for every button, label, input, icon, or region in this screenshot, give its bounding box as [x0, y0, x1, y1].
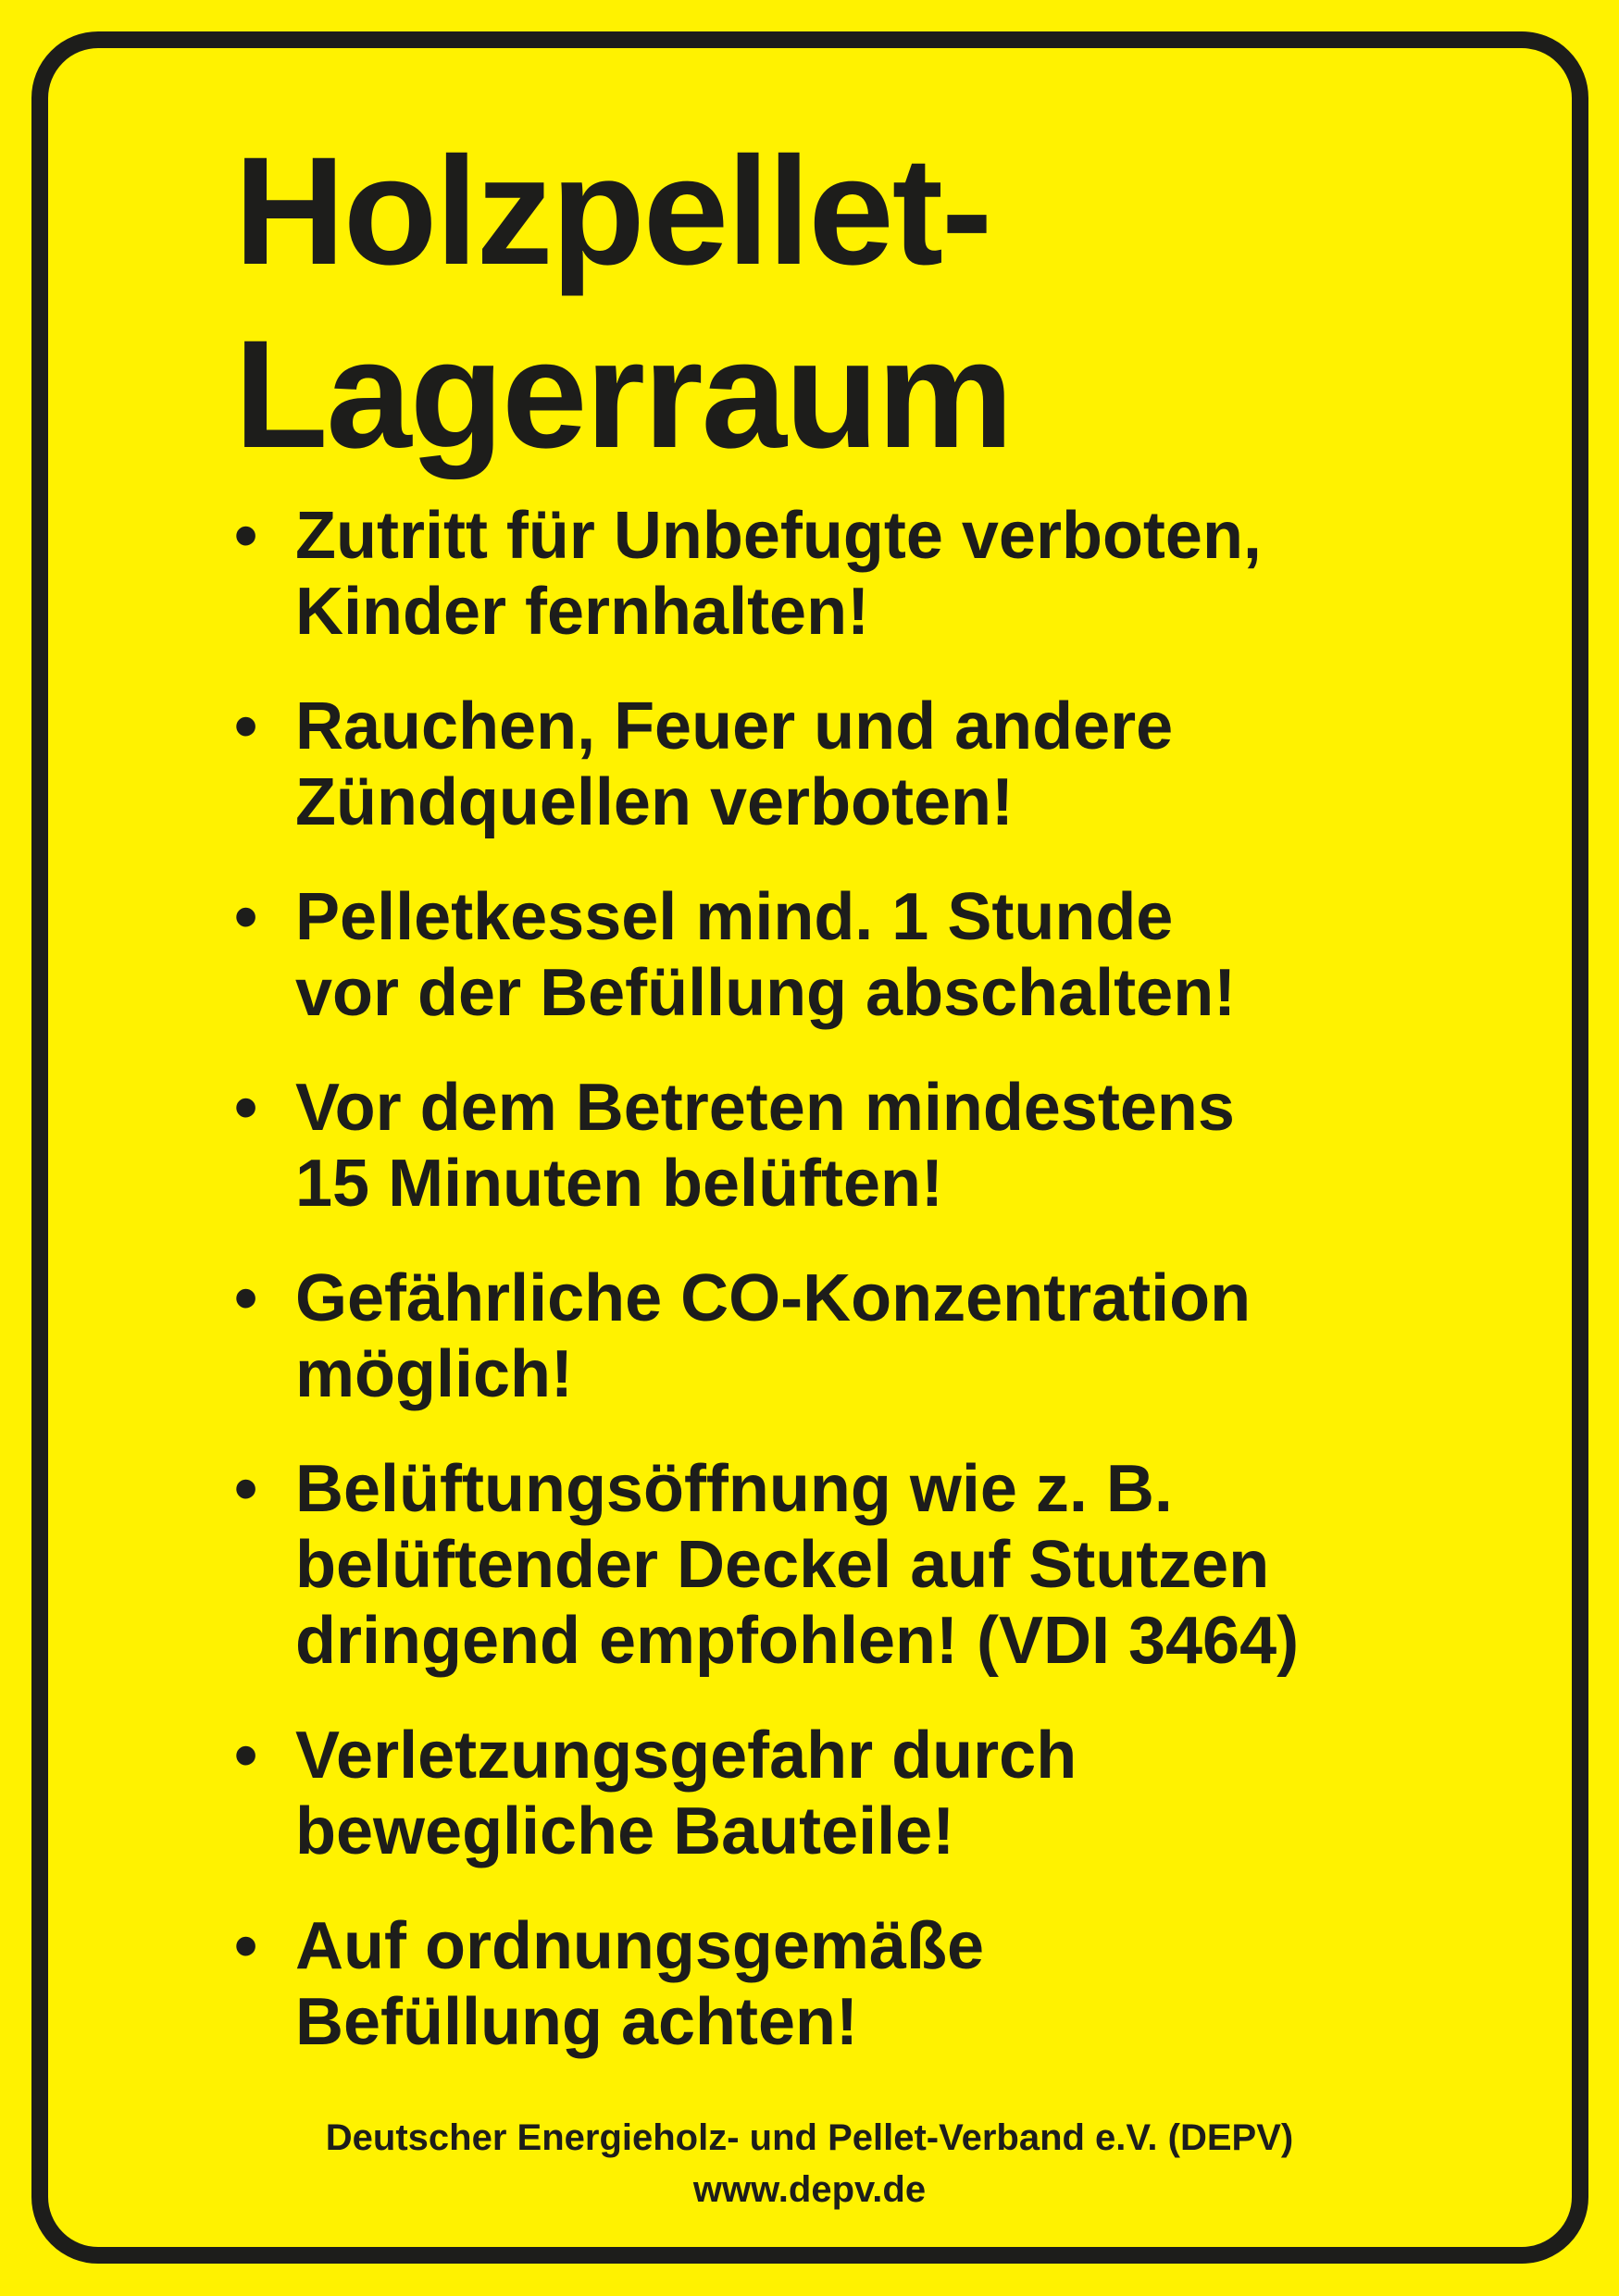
- list-item-line: Zündquellen verboten!: [295, 765, 1015, 839]
- list-item: [234, 498, 1465, 650]
- bullet-icon: •: [234, 689, 258, 763]
- list-item-line: 15 Minuten belüften!: [295, 1147, 943, 1221]
- list-item: [234, 1451, 1465, 1679]
- list-item-line: Befüllung achten!: [295, 1985, 858, 2059]
- list-item-line: möglich!: [295, 1337, 573, 1411]
- list-item: [234, 1718, 1465, 1869]
- list-item: [234, 1070, 1465, 1222]
- bullet-icon: •: [234, 1909, 258, 1983]
- bullet-icon: •: [234, 1261, 258, 1335]
- list-item-line: bewegliche Bauteile!: [295, 1794, 955, 1868]
- sign-title: [234, 120, 1012, 487]
- website-url: www.depv.de: [692, 2169, 927, 2210]
- list-item-line: Zutritt für Unbefugte verboten,: [295, 499, 1262, 573]
- list-item-line: Vor dem Betreten mindestens: [295, 1071, 1235, 1145]
- list-item: [234, 879, 1465, 1031]
- warning-list: [234, 498, 1465, 2099]
- list-item-line: Belüftungsöffnung wie z. B.: [295, 1452, 1173, 1526]
- list-item: [234, 1260, 1465, 1412]
- list-item-line: Gefährliche CO-Konzentration: [295, 1261, 1252, 1335]
- sign-footer: [0, 2112, 1619, 2215]
- list-item: [234, 689, 1465, 840]
- bullet-icon: •: [234, 880, 258, 954]
- bullet-icon: •: [234, 499, 258, 573]
- list-item-line: Verletzungsgefahr durch: [295, 1719, 1077, 1793]
- bullet-icon: •: [234, 1719, 258, 1793]
- organization-name: Deutscher Energieholz- und Pellet-Verband e.V. (DEPV): [325, 2117, 1294, 2158]
- list-item-line: vor der Befüllung abschalten!: [295, 956, 1237, 1030]
- list-item: [234, 1908, 1465, 2060]
- title-line-2: Lagerraum: [234, 309, 1012, 480]
- list-item-line: Kinder fernhalten!: [295, 575, 870, 649]
- list-item-line: Pelletkessel mind. 1 Stunde: [295, 880, 1174, 954]
- list-item-line: Rauchen, Feuer und andere: [295, 689, 1174, 763]
- bullet-icon: •: [234, 1452, 258, 1526]
- list-item-line: belüftender Deckel auf Stutzen: [295, 1528, 1270, 1602]
- title-line-1: Holzpellet-: [234, 126, 991, 297]
- list-item-line: Auf ordnungsgemäße: [295, 1909, 985, 1983]
- list-item-line: dringend empfohlen! (VDI 3464): [295, 1604, 1300, 1678]
- bullet-icon: •: [234, 1071, 258, 1145]
